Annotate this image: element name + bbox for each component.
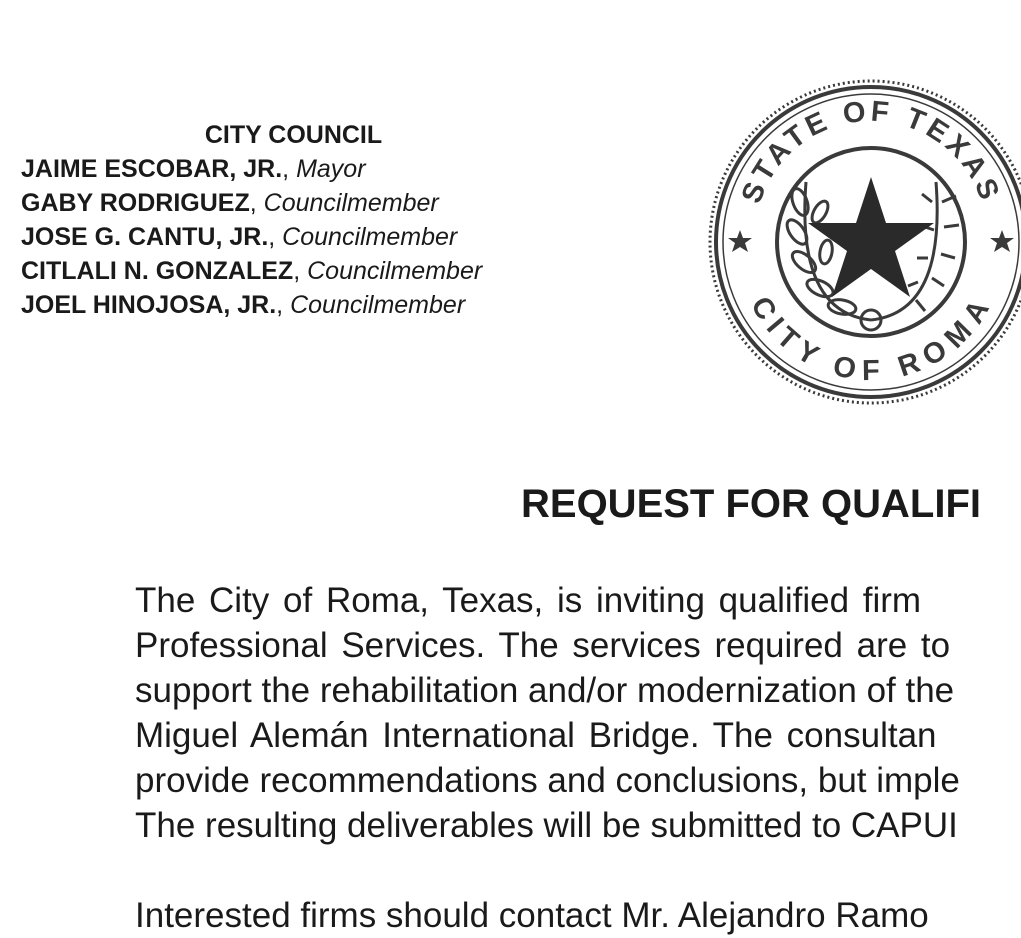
member-separator: , bbox=[249, 189, 264, 217]
paragraph-line: The resulting deliverables will be submitted to CAPUI bbox=[135, 806, 958, 845]
member-name: JOEL HINOJOSA, JR. bbox=[21, 291, 277, 319]
member-name: JOSE G. CANTU, JR. bbox=[21, 223, 269, 251]
member-name: JAIME ESCOBAR, JR. bbox=[21, 155, 283, 183]
council-member bbox=[21, 288, 581, 322]
svg-text:CITY OF ROMA bbox=[744, 291, 998, 387]
member-role: Mayor bbox=[296, 155, 366, 183]
paragraph-line: Miguel Alemán International Bridge. The consultan bbox=[135, 716, 937, 755]
member-separator: , bbox=[268, 223, 283, 251]
member-separator: , bbox=[276, 291, 291, 319]
member-role: Councilmember bbox=[307, 257, 483, 285]
council-title: CITY COUNCIL bbox=[204, 121, 383, 149]
city-seal-logo bbox=[686, 62, 1021, 427]
body-paragraph bbox=[135, 578, 1021, 848]
member-role: Councilmember bbox=[290, 291, 466, 319]
member-separator: , bbox=[282, 155, 297, 183]
seal-top-text: STATE OF TEXAS bbox=[735, 95, 1007, 208]
city-council-block bbox=[21, 118, 581, 322]
member-separator: , bbox=[293, 257, 308, 285]
member-name: GABY RODRIGUEZ bbox=[21, 189, 250, 217]
paragraph-line: provide recommendations and conclusions, but imple bbox=[135, 761, 960, 800]
cut-off-paragraph-line: Interested firms should contact Mr. Alejandro Ramo bbox=[135, 896, 929, 935]
member-role: Councilmember bbox=[282, 223, 458, 251]
paragraph-line: The City of Roma, Texas, is inviting qualified firm bbox=[135, 581, 922, 620]
member-role: Councilmember bbox=[263, 189, 439, 217]
document-heading: REQUEST FOR QUALIFI bbox=[521, 482, 981, 526]
council-member bbox=[21, 220, 581, 254]
paragraph-line: Professional Services. The services required are to bbox=[135, 626, 951, 665]
council-member bbox=[21, 254, 581, 288]
council-member-mayor bbox=[21, 152, 581, 186]
lone-star-icon bbox=[808, 177, 934, 297]
council-member bbox=[21, 186, 581, 220]
member-name: CITLALI N. GONZALEZ bbox=[21, 257, 294, 285]
seal-bottom-text: CITY OF ROMA bbox=[744, 291, 998, 388]
paragraph-line: support the rehabilitation and/or modernization of the bbox=[135, 671, 955, 710]
